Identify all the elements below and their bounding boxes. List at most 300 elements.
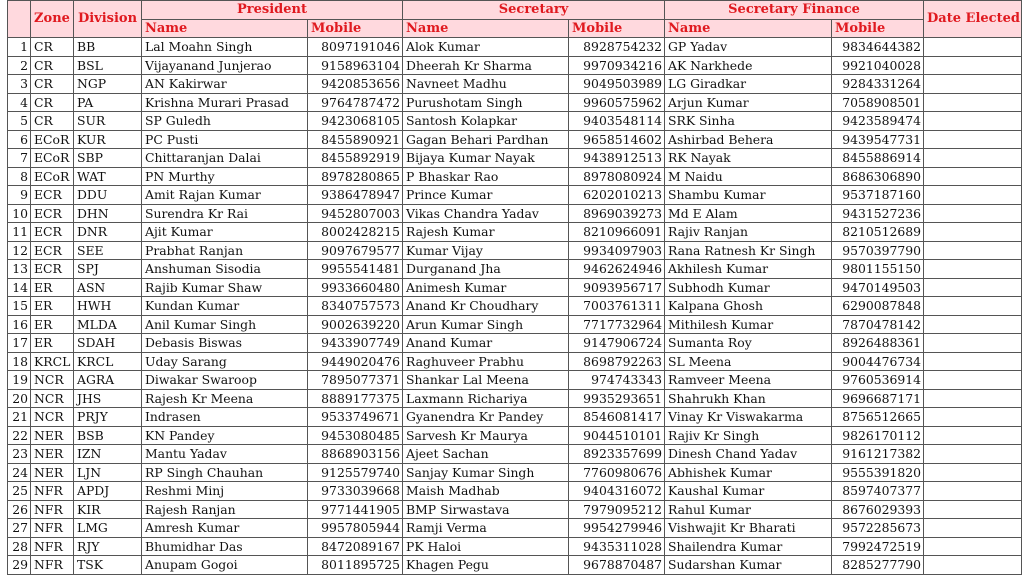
table-row [8, 315, 1022, 334]
secretary-mobile-cell: 9438912513 [569, 149, 665, 168]
finance-mobile-cell: 9555391820 [832, 463, 924, 482]
finance-mobile-cell: 8597407377 [832, 482, 924, 501]
secretary-mobile-cell: 9934097903 [569, 241, 665, 260]
finance-mobile-cell: 9696687171 [832, 389, 924, 408]
table-row [8, 260, 1022, 279]
table-row [8, 297, 1022, 316]
table-row [8, 334, 1022, 353]
header-date-elected: Date Elected [924, 1, 1022, 38]
zone-cell: NCR [31, 389, 74, 408]
president-mobile-cell: 8455890921 [308, 130, 403, 149]
date-elected-cell [924, 130, 1022, 149]
division-cell: DNR [74, 223, 142, 242]
table-row [8, 278, 1022, 297]
president-name-cell: Vijayanand Junjerao [142, 56, 308, 75]
president-name-cell: Uday Sarang [142, 352, 308, 371]
row-number: 3 [8, 75, 31, 94]
finance-mobile-cell: 9834644382 [832, 38, 924, 57]
header-president-name: Name [142, 20, 308, 38]
president-mobile-cell: 9764787472 [308, 93, 403, 112]
row-number: 14 [8, 278, 31, 297]
division-cell: SUR [74, 112, 142, 131]
finance-mobile-cell: 8676029393 [832, 500, 924, 519]
secretary-name-cell: Alok Kumar [403, 38, 569, 57]
date-elected-cell [924, 445, 1022, 464]
president-name-cell: Diwakar Swaroop [142, 371, 308, 390]
finance-mobile-cell: 9801155150 [832, 260, 924, 279]
header-secretary: Secretary [403, 1, 665, 20]
secretary-mobile-cell: 9678870487 [569, 556, 665, 575]
table-row [8, 241, 1022, 260]
header-secretary-finance: Secretary Finance [665, 1, 924, 20]
table-row [8, 389, 1022, 408]
table-row [8, 445, 1022, 464]
table-row [8, 482, 1022, 501]
date-elected-cell [924, 186, 1022, 205]
secretary-name-cell: Bijaya Kumar Nayak [403, 149, 569, 168]
division-cell: TSK [74, 556, 142, 575]
president-name-cell: Mantu Yadav [142, 445, 308, 464]
table-row [8, 519, 1022, 538]
president-mobile-cell: 9433907749 [308, 334, 403, 353]
president-mobile-cell: 9733039668 [308, 482, 403, 501]
table-row [8, 130, 1022, 149]
secretary-mobile-cell: 9404316072 [569, 482, 665, 501]
secretary-name-cell: Dheerah Kr Sharma [403, 56, 569, 75]
secretary-name-cell: Anand Kr Choudhary [403, 297, 569, 316]
secretary-name-cell: Kumar Vijay [403, 241, 569, 260]
president-name-cell: Anshuman Sisodia [142, 260, 308, 279]
secretary-mobile-cell: 9960575962 [569, 93, 665, 112]
secretary-mobile-cell: 9093956717 [569, 278, 665, 297]
president-mobile-cell: 9125579740 [308, 463, 403, 482]
table-row [8, 500, 1022, 519]
table-row [8, 408, 1022, 427]
table-row [8, 204, 1022, 223]
date-elected-cell [924, 519, 1022, 538]
secretary-name-cell: Sarvesh Kr Maurya [403, 426, 569, 445]
table-row [8, 371, 1022, 390]
finance-name-cell: Rajiv Ranjan [665, 223, 832, 242]
date-elected-cell [924, 56, 1022, 75]
president-name-cell: Anil Kumar Singh [142, 315, 308, 334]
finance-name-cell: Sumanta Roy [665, 334, 832, 353]
president-name-cell: Kundan Kumar [142, 297, 308, 316]
secretary-name-cell: Vikas Chandra Yadav [403, 204, 569, 223]
table-row [8, 112, 1022, 131]
row-number: 12 [8, 241, 31, 260]
row-number: 2 [8, 56, 31, 75]
finance-name-cell: Mithilesh Kumar [665, 315, 832, 334]
finance-name-cell: GP Yadav [665, 38, 832, 57]
finance-mobile-cell: 9570397790 [832, 241, 924, 260]
finance-name-cell: M Naidu [665, 167, 832, 186]
zone-cell: NER [31, 426, 74, 445]
row-number: 7 [8, 149, 31, 168]
table-row [8, 93, 1022, 112]
finance-mobile-cell: 7870478142 [832, 315, 924, 334]
division-cell: SPJ [74, 260, 142, 279]
date-elected-cell [924, 204, 1022, 223]
zone-cell: ER [31, 297, 74, 316]
finance-name-cell: Rana Ratnesh Kr Singh [665, 241, 832, 260]
row-number: 29 [8, 556, 31, 575]
zone-cell: NFR [31, 519, 74, 538]
secretary-mobile-cell: 7003761311 [569, 297, 665, 316]
row-number: 25 [8, 482, 31, 501]
president-mobile-cell: 7895077371 [308, 371, 403, 390]
secretary-name-cell: Shankar Lal Meena [403, 371, 569, 390]
secretary-mobile-cell: 9462624946 [569, 260, 665, 279]
table-row [8, 223, 1022, 242]
division-cell: KIR [74, 500, 142, 519]
date-elected-cell [924, 278, 1022, 297]
division-cell: SBP [74, 149, 142, 168]
secretary-mobile-cell: 9954279946 [569, 519, 665, 538]
division-cell: PRJY [74, 408, 142, 427]
row-number: 27 [8, 519, 31, 538]
president-mobile-cell: 8868903156 [308, 445, 403, 464]
finance-name-cell: Abhishek Kumar [665, 463, 832, 482]
table-header [8, 1, 1022, 38]
officers-table [7, 0, 1022, 575]
division-cell: BSL [74, 56, 142, 75]
header-secretary-mobile: Mobile [569, 20, 665, 38]
secretary-name-cell: Arun Kumar Singh [403, 315, 569, 334]
finance-name-cell: Vinay Kr Viswakarma [665, 408, 832, 427]
division-cell: PA [74, 93, 142, 112]
zone-cell: ECR [31, 204, 74, 223]
finance-name-cell: Subhodh Kumar [665, 278, 832, 297]
president-name-cell: Prabhat Ranjan [142, 241, 308, 260]
date-elected-cell [924, 500, 1022, 519]
officers-table-container [7, 0, 1022, 575]
row-number: 18 [8, 352, 31, 371]
division-cell: LMG [74, 519, 142, 538]
row-number: 22 [8, 426, 31, 445]
finance-name-cell: SRK Sinha [665, 112, 832, 131]
secretary-name-cell: Gagan Behari Pardhan [403, 130, 569, 149]
table-row [8, 186, 1022, 205]
finance-name-cell: Ashirbad Behera [665, 130, 832, 149]
secretary-mobile-cell: 8698792263 [569, 352, 665, 371]
secretary-mobile-cell: 8546081417 [569, 408, 665, 427]
secretary-name-cell: BMP Sirwastava [403, 500, 569, 519]
date-elected-cell [924, 167, 1022, 186]
row-number: 28 [8, 537, 31, 556]
secretary-mobile-cell: 6202010213 [569, 186, 665, 205]
header-division: Division [74, 1, 142, 38]
president-mobile-cell: 9097679577 [308, 241, 403, 260]
date-elected-cell [924, 241, 1022, 260]
finance-mobile-cell: 9760536914 [832, 371, 924, 390]
zone-cell: ECoR [31, 167, 74, 186]
zone-cell: ECR [31, 241, 74, 260]
date-elected-cell [924, 556, 1022, 575]
president-name-cell: Reshmi Minj [142, 482, 308, 501]
secretary-name-cell: Santosh Kolapkar [403, 112, 569, 131]
secretary-name-cell: Gyanendra Kr Pandey [403, 408, 569, 427]
zone-cell: NCR [31, 408, 74, 427]
president-name-cell: RP Singh Chauhan [142, 463, 308, 482]
date-elected-cell [924, 112, 1022, 131]
header-finance-name: Name [665, 20, 832, 38]
date-elected-cell [924, 38, 1022, 57]
finance-name-cell: Shahrukh Khan [665, 389, 832, 408]
row-number: 19 [8, 371, 31, 390]
finance-mobile-cell: 8455886914 [832, 149, 924, 168]
finance-name-cell: Sudarshan Kumar [665, 556, 832, 575]
date-elected-cell [924, 75, 1022, 94]
table-row [8, 556, 1022, 575]
secretary-name-cell: Durganand Jha [403, 260, 569, 279]
finance-name-cell: AK Narkhede [665, 56, 832, 75]
finance-mobile-cell: 9284331264 [832, 75, 924, 94]
finance-name-cell: Md E Alam [665, 204, 832, 223]
secretary-mobile-cell: 9147906724 [569, 334, 665, 353]
division-cell: DDU [74, 186, 142, 205]
finance-name-cell: Kalpana Ghosh [665, 297, 832, 316]
date-elected-cell [924, 315, 1022, 334]
division-cell: KUR [74, 130, 142, 149]
row-number: 10 [8, 204, 31, 223]
zone-cell: CR [31, 75, 74, 94]
finance-name-cell: LG Giradkar [665, 75, 832, 94]
division-cell: DHN [74, 204, 142, 223]
table-row [8, 167, 1022, 186]
finance-name-cell: Dinesh Chand Yadav [665, 445, 832, 464]
division-cell: SDAH [74, 334, 142, 353]
president-mobile-cell: 9957805944 [308, 519, 403, 538]
secretary-mobile-cell: 7717732964 [569, 315, 665, 334]
table-row [8, 426, 1022, 445]
row-number: 8 [8, 167, 31, 186]
president-mobile-cell: 9420853656 [308, 75, 403, 94]
president-mobile-cell: 9386478947 [308, 186, 403, 205]
secretary-name-cell: Purushotam Singh [403, 93, 569, 112]
division-cell: AGRA [74, 371, 142, 390]
date-elected-cell [924, 537, 1022, 556]
president-name-cell: Ajit Kumar [142, 223, 308, 242]
president-mobile-cell: 8472089167 [308, 537, 403, 556]
president-mobile-cell: 9955541481 [308, 260, 403, 279]
secretary-name-cell: Khagen Pegu [403, 556, 569, 575]
row-number: 21 [8, 408, 31, 427]
finance-name-cell: Rajiv Kr Singh [665, 426, 832, 445]
table-row [8, 352, 1022, 371]
finance-mobile-cell: 9470149503 [832, 278, 924, 297]
table-row [8, 149, 1022, 168]
finance-name-cell: Shailendra Kumar [665, 537, 832, 556]
president-mobile-cell: 8889177375 [308, 389, 403, 408]
zone-cell: KRCL [31, 352, 74, 371]
secretary-name-cell: PK Haloi [403, 537, 569, 556]
president-mobile-cell: 9533749671 [308, 408, 403, 427]
secretary-name-cell: Maish Madhab [403, 482, 569, 501]
president-mobile-cell: 9453080485 [308, 426, 403, 445]
secretary-mobile-cell: 8210966091 [569, 223, 665, 242]
secretary-mobile-cell: 9970934216 [569, 56, 665, 75]
president-name-cell: Indrasen [142, 408, 308, 427]
secretary-mobile-cell: 7760980676 [569, 463, 665, 482]
division-cell: LJN [74, 463, 142, 482]
table-row [8, 56, 1022, 75]
secretary-mobile-cell: 8969039273 [569, 204, 665, 223]
zone-cell: ECoR [31, 130, 74, 149]
finance-mobile-cell: 8686306890 [832, 167, 924, 186]
president-name-cell: SP Guledh [142, 112, 308, 131]
row-number: 17 [8, 334, 31, 353]
row-number: 16 [8, 315, 31, 334]
secretary-name-cell: Rajesh Kumar [403, 223, 569, 242]
zone-cell: CR [31, 112, 74, 131]
date-elected-cell [924, 408, 1022, 427]
president-mobile-cell: 8340757573 [308, 297, 403, 316]
zone-cell: CR [31, 38, 74, 57]
division-cell: NGP [74, 75, 142, 94]
zone-cell: NCR [31, 371, 74, 390]
secretary-mobile-cell: 9403548114 [569, 112, 665, 131]
division-cell: WAT [74, 167, 142, 186]
president-name-cell: Anupam Gogoi [142, 556, 308, 575]
finance-name-cell: Vishwajit Kr Bharati [665, 519, 832, 538]
date-elected-cell [924, 389, 1022, 408]
zone-cell: ECoR [31, 149, 74, 168]
row-number: 11 [8, 223, 31, 242]
zone-cell: ER [31, 334, 74, 353]
president-name-cell: Surendra Kr Rai [142, 204, 308, 223]
row-number: 13 [8, 260, 31, 279]
president-mobile-cell: 9449020476 [308, 352, 403, 371]
finance-name-cell: Shambu Kumar [665, 186, 832, 205]
row-number: 20 [8, 389, 31, 408]
header-president: President [142, 1, 403, 20]
finance-mobile-cell: 9439547731 [832, 130, 924, 149]
row-number: 6 [8, 130, 31, 149]
zone-cell: NFR [31, 500, 74, 519]
date-elected-cell [924, 426, 1022, 445]
header-finance-mobile: Mobile [832, 20, 924, 38]
zone-cell: CR [31, 56, 74, 75]
secretary-name-cell: Anand Kumar [403, 334, 569, 353]
zone-cell: ER [31, 315, 74, 334]
secretary-mobile-cell: 9435311028 [569, 537, 665, 556]
finance-mobile-cell: 8756512665 [832, 408, 924, 427]
finance-mobile-cell: 9423589474 [832, 112, 924, 131]
date-elected-cell [924, 260, 1022, 279]
zone-cell: ECR [31, 260, 74, 279]
secretary-mobile-cell: 974743343 [569, 371, 665, 390]
row-number: 23 [8, 445, 31, 464]
finance-mobile-cell: 9572285673 [832, 519, 924, 538]
zone-cell: ER [31, 278, 74, 297]
president-mobile-cell: 9158963104 [308, 56, 403, 75]
header-serial [8, 1, 31, 38]
president-name-cell: Bhumidhar Das [142, 537, 308, 556]
president-name-cell: Lal Moahn Singh [142, 38, 308, 57]
division-cell: APDJ [74, 482, 142, 501]
finance-mobile-cell: 7992472519 [832, 537, 924, 556]
president-name-cell: Rajesh Ranjan [142, 500, 308, 519]
division-cell: MLDA [74, 315, 142, 334]
secretary-mobile-cell: 9658514602 [569, 130, 665, 149]
row-number: 1 [8, 38, 31, 57]
row-number: 9 [8, 186, 31, 205]
president-mobile-cell: 9002639220 [308, 315, 403, 334]
president-name-cell: KN Pandey [142, 426, 308, 445]
row-number: 15 [8, 297, 31, 316]
secretary-name-cell: Ajeet Sachan [403, 445, 569, 464]
secretary-name-cell: P Bhaskar Rao [403, 167, 569, 186]
president-name-cell: Chittaranjan Dalai [142, 149, 308, 168]
date-elected-cell [924, 297, 1022, 316]
secretary-mobile-cell: 8923357699 [569, 445, 665, 464]
row-number: 5 [8, 112, 31, 131]
division-cell: ASN [74, 278, 142, 297]
secretary-mobile-cell: 8928754232 [569, 38, 665, 57]
president-name-cell: PN Murthy [142, 167, 308, 186]
finance-name-cell: Ramveer Meena [665, 371, 832, 390]
division-cell: IZN [74, 445, 142, 464]
zone-cell: NFR [31, 482, 74, 501]
table-row [8, 75, 1022, 94]
president-mobile-cell: 8002428215 [308, 223, 403, 242]
president-mobile-cell: 8455892919 [308, 149, 403, 168]
finance-mobile-cell: 9431527236 [832, 204, 924, 223]
zone-cell: NER [31, 445, 74, 464]
finance-name-cell: Akhilesh Kumar [665, 260, 832, 279]
secretary-name-cell: Sanjay Kumar Singh [403, 463, 569, 482]
president-mobile-cell: 9452807003 [308, 204, 403, 223]
finance-mobile-cell: 9161217382 [832, 445, 924, 464]
president-name-cell: Krishna Murari Prasad [142, 93, 308, 112]
finance-mobile-cell: 8210512689 [832, 223, 924, 242]
zone-cell: NFR [31, 556, 74, 575]
division-cell: SEE [74, 241, 142, 260]
finance-mobile-cell: 8926488361 [832, 334, 924, 353]
president-mobile-cell: 9423068105 [308, 112, 403, 131]
finance-mobile-cell: 9921040028 [832, 56, 924, 75]
date-elected-cell [924, 223, 1022, 242]
secretary-mobile-cell: 9044510101 [569, 426, 665, 445]
finance-mobile-cell: 9537187160 [832, 186, 924, 205]
date-elected-cell [924, 334, 1022, 353]
president-name-cell: Rajesh Kr Meena [142, 389, 308, 408]
header-zone: Zone [31, 1, 74, 38]
zone-cell: ECR [31, 223, 74, 242]
table-body [8, 38, 1022, 575]
secretary-name-cell: Ramji Verma [403, 519, 569, 538]
finance-mobile-cell: 8285277790 [832, 556, 924, 575]
date-elected-cell [924, 463, 1022, 482]
president-mobile-cell: 9933660480 [308, 278, 403, 297]
division-cell: RJY [74, 537, 142, 556]
division-cell: HWH [74, 297, 142, 316]
president-mobile-cell: 8097191046 [308, 38, 403, 57]
secretary-mobile-cell: 7979095212 [569, 500, 665, 519]
finance-name-cell: SL Meena [665, 352, 832, 371]
finance-name-cell: Rahul Kumar [665, 500, 832, 519]
division-cell: KRCL [74, 352, 142, 371]
finance-mobile-cell: 7058908501 [832, 93, 924, 112]
table-row [8, 537, 1022, 556]
president-name-cell: Amit Rajan Kumar [142, 186, 308, 205]
finance-name-cell: RK Nayak [665, 149, 832, 168]
zone-cell: ECR [31, 186, 74, 205]
date-elected-cell [924, 352, 1022, 371]
date-elected-cell [924, 93, 1022, 112]
president-mobile-cell: 8978280865 [308, 167, 403, 186]
